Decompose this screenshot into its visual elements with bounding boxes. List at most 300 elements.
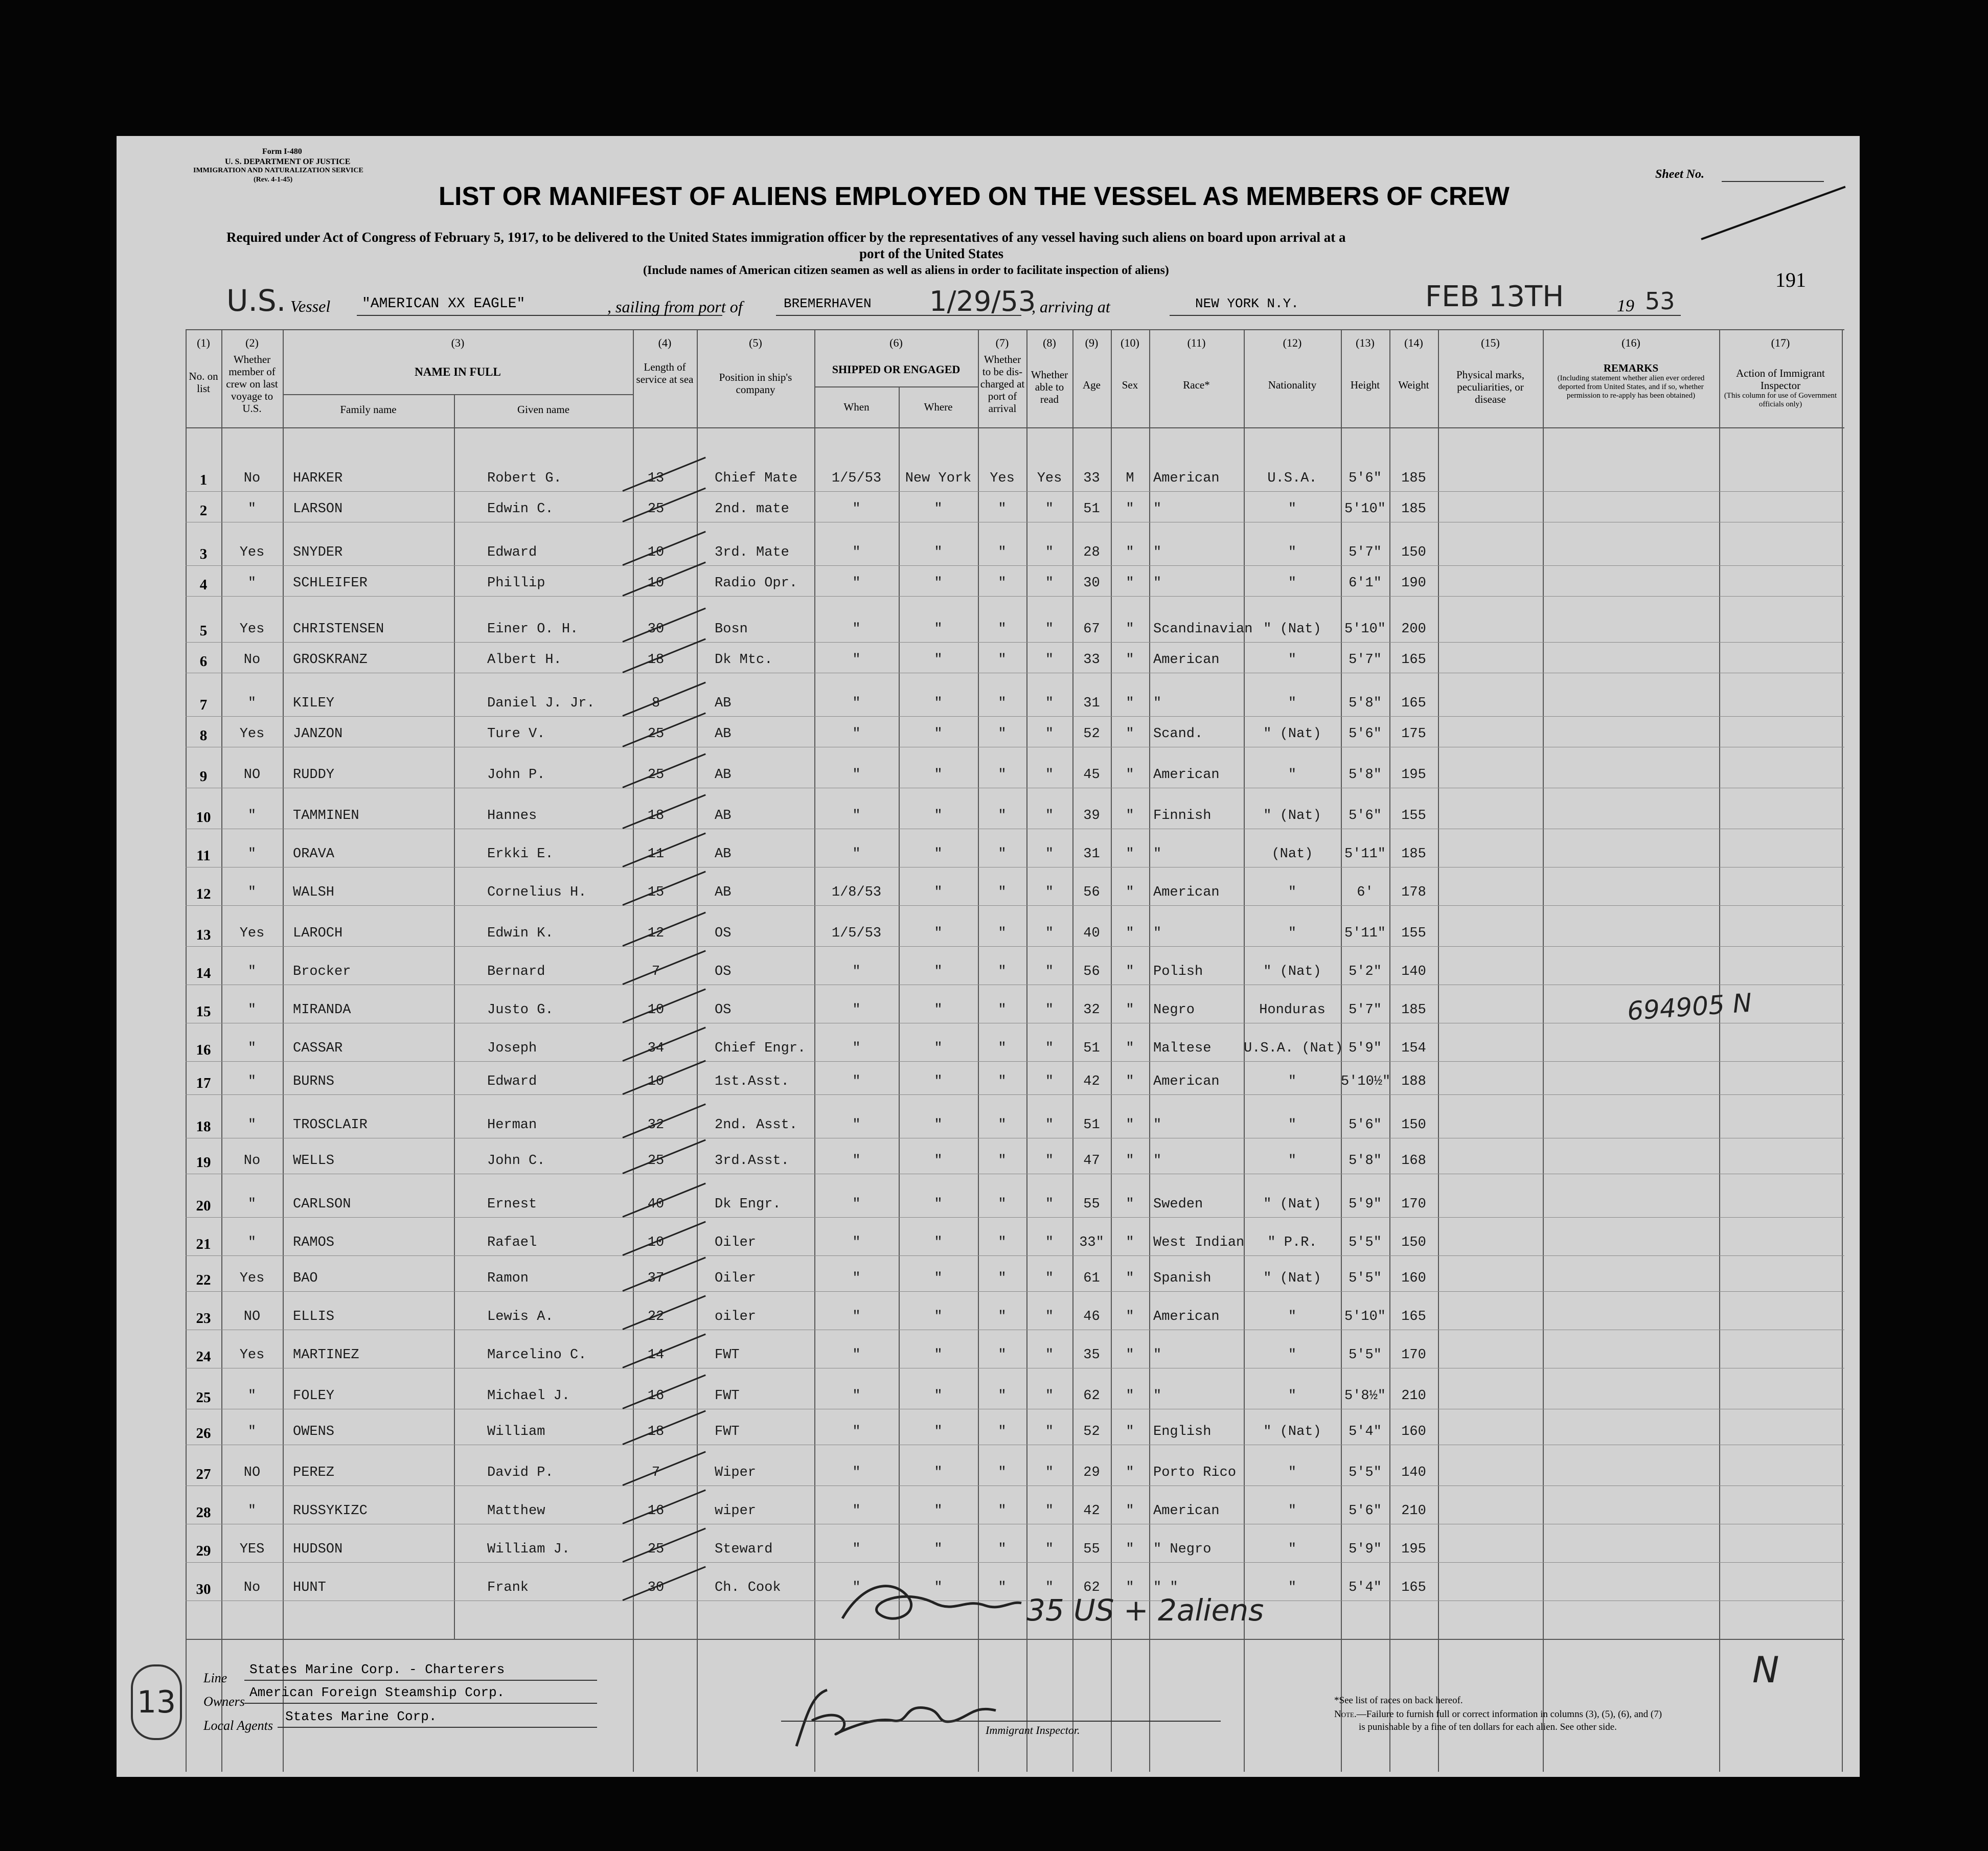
- cell-able-to-read: ": [1045, 767, 1054, 783]
- cell-last-voyage: Yes: [239, 926, 265, 941]
- col-header-remarks-note: (Including statement whether alien ever ordered deported from United States, and if so, whether permission to re-apply has been obtained): [1557, 374, 1705, 400]
- cell-given-name: Einer O. H.: [487, 622, 579, 637]
- arrival-underline: [1170, 315, 1681, 316]
- cell-nationality: ": [1288, 545, 1297, 560]
- cell-shipped-when: ": [852, 1074, 861, 1089]
- col-header-family-name: Family name: [340, 403, 397, 416]
- cell-sex: ": [1126, 964, 1134, 979]
- cell-height: 5'11": [1344, 847, 1386, 862]
- cell-age: 51: [1083, 1117, 1100, 1133]
- circled-number: 13: [131, 1664, 182, 1740]
- cell-last-voyage: Yes: [239, 545, 265, 560]
- year-prefix: 19: [1617, 296, 1634, 315]
- cell-row-number: 6: [199, 653, 208, 670]
- cell-discharged: ": [998, 576, 1007, 591]
- cell-age: 52: [1083, 1424, 1100, 1439]
- cell-weight: 188: [1401, 1074, 1426, 1089]
- col-header-action-note: (This column for use of Government officials only): [1724, 392, 1837, 408]
- cell-row-number: 14: [196, 965, 211, 981]
- cell-shipped-where: ": [934, 622, 943, 637]
- cell-able-to-read: ": [1045, 576, 1054, 591]
- cell-sex: ": [1126, 696, 1134, 711]
- cell-height: 6': [1357, 885, 1374, 900]
- inspector-signature: [781, 1685, 1026, 1751]
- cell-service-years: 25: [647, 501, 665, 517]
- cell-age: 30: [1083, 576, 1100, 591]
- cell-height: 5'6": [1349, 1503, 1382, 1519]
- cell-position: 2nd. Asst.: [715, 1117, 798, 1133]
- cell-row-number: 9: [199, 768, 208, 785]
- cell-last-voyage: Yes: [239, 622, 265, 637]
- cell-given-name: John C.: [487, 1153, 545, 1169]
- cell-able-to-read: ": [1045, 696, 1054, 711]
- cell-given-name: William J.: [487, 1542, 570, 1557]
- cell-last-voyage: ": [247, 847, 257, 862]
- cell-position: oiler: [715, 1309, 757, 1324]
- col-line: [1842, 329, 1843, 1772]
- cell-given-name: Frank: [487, 1580, 529, 1595]
- cell-position: Dk Mtc.: [715, 652, 773, 668]
- cell-row-number: 29: [196, 1543, 211, 1559]
- cell-race: American: [1153, 885, 1220, 900]
- cell-shipped-when: ": [852, 1503, 861, 1519]
- arriving-port: NEW YORK N.Y.: [1195, 296, 1299, 311]
- cell-able-to-read: ": [1045, 1388, 1054, 1404]
- cell-race: Negro: [1153, 1002, 1195, 1018]
- cell-family-name: ELLIS: [293, 1309, 335, 1324]
- cell-able-to-read: ": [1045, 1347, 1054, 1363]
- inspector-label: Immigrant Inspector.: [986, 1724, 1080, 1736]
- cell-height: 5'5": [1349, 1347, 1382, 1363]
- cell-last-voyage: ": [247, 696, 257, 711]
- cell-service-years: 8: [651, 696, 660, 711]
- cell-sex: ": [1126, 1197, 1134, 1212]
- cell-height: 5'4": [1349, 1580, 1382, 1595]
- cell-nationality: ": [1288, 1309, 1297, 1324]
- cell-family-name: CARLSON: [293, 1197, 351, 1212]
- cell-age: 52: [1083, 726, 1100, 742]
- cell-service-years: 10: [647, 545, 665, 560]
- cell-given-name: Robert G.: [487, 471, 562, 486]
- cell-family-name: BURNS: [293, 1074, 335, 1089]
- cell-discharged: ": [998, 545, 1007, 560]
- cell-family-name: PEREZ: [293, 1465, 335, 1480]
- col-header-position: Position in ship's company: [719, 371, 792, 396]
- cell-able-to-read: ": [1045, 501, 1054, 517]
- cell-shipped-when: ": [852, 1117, 861, 1133]
- cell-position: wiper: [715, 1503, 757, 1519]
- cell-shipped-where: ": [934, 1153, 943, 1169]
- cell-given-name: Edwin K.: [487, 926, 554, 941]
- cell-row-number: 5: [199, 623, 208, 639]
- cell-nationality: U.S.A.: [1267, 471, 1317, 486]
- cell-weight: 178: [1401, 885, 1426, 900]
- col-header-height: Height: [1350, 379, 1380, 391]
- cell-sex: ": [1126, 501, 1134, 517]
- cell-given-name: Edward: [487, 545, 537, 560]
- cell-height: 5'9": [1349, 1197, 1382, 1212]
- col-header-read: Whether able to read: [1031, 369, 1068, 405]
- cell-height: 5'10½": [1341, 1074, 1391, 1089]
- port-underline: [776, 315, 1021, 316]
- cell-service-years: 16: [647, 1388, 665, 1404]
- cell-row-number: 7: [199, 697, 208, 713]
- cell-discharged: ": [998, 926, 1007, 941]
- cell-age: 51: [1083, 501, 1100, 517]
- cell-sex: ": [1126, 1347, 1134, 1363]
- cell-age: 61: [1083, 1271, 1100, 1286]
- cell-sex: ": [1126, 545, 1134, 560]
- cell-race: ": [1153, 926, 1162, 941]
- cell-last-voyage: No: [243, 471, 261, 486]
- col-header-nationality: Nationality: [1268, 379, 1317, 391]
- cell-given-name: Hannes: [487, 808, 537, 824]
- cell-row-number: 1: [199, 472, 208, 488]
- cell-able-to-read: ": [1045, 1271, 1054, 1286]
- cell-shipped-where: ": [934, 501, 943, 517]
- cell-height: 5'7": [1349, 652, 1382, 668]
- cell-row-number: 20: [196, 1198, 211, 1214]
- cell-position: 3rd. Mate: [715, 545, 789, 560]
- cell-given-name: Michael J.: [487, 1388, 570, 1404]
- cell-nationality: ": [1288, 1388, 1297, 1404]
- cell-position: OS: [715, 964, 732, 979]
- cell-age: 29: [1083, 1465, 1100, 1480]
- cell-given-name: Rafael: [487, 1235, 537, 1250]
- cell-able-to-read: ": [1045, 1074, 1054, 1089]
- cell-shipped-when: ": [852, 1580, 861, 1595]
- remark-handwritten: 694905 N: [1626, 988, 1753, 1026]
- cell-age: 33": [1079, 1235, 1104, 1250]
- cell-weight: 170: [1401, 1347, 1426, 1363]
- cell-shipped-when: ": [852, 808, 861, 824]
- cell-nationality: " P.R.: [1267, 1235, 1317, 1250]
- cell-weight: 150: [1401, 545, 1426, 560]
- cell-weight: 190: [1401, 576, 1426, 591]
- cell-family-name: HARKER: [293, 471, 343, 486]
- cell-position: 2nd. mate: [715, 501, 789, 517]
- row-rule: [186, 1291, 1844, 1292]
- cell-given-name: Erkki E.: [487, 847, 554, 862]
- cell-family-name: TAMMINEN: [293, 808, 359, 824]
- cell-discharged: ": [998, 1424, 1007, 1439]
- cell-height: 5'9": [1349, 1041, 1382, 1056]
- cell-discharged: ": [998, 1235, 1007, 1250]
- cell-height: 5'8": [1349, 1153, 1382, 1169]
- cell-given-name: Albert H.: [487, 652, 562, 668]
- cell-age: 46: [1083, 1309, 1100, 1324]
- cell-given-name: Marcelino C.: [487, 1347, 587, 1363]
- cell-able-to-read: ": [1045, 808, 1054, 824]
- cell-weight: 210: [1401, 1503, 1426, 1519]
- cell-family-name: SNYDER: [293, 545, 343, 560]
- cell-position: AB: [715, 885, 732, 900]
- cell-row-number: 2: [199, 502, 208, 519]
- cell-sex: ": [1126, 767, 1134, 783]
- cell-service-years: 25: [647, 726, 665, 742]
- cell-height: 5'8½": [1344, 1388, 1386, 1404]
- cell-shipped-when: ": [852, 622, 861, 637]
- row-rule: [186, 1217, 1844, 1218]
- line-label: Line: [203, 1671, 227, 1685]
- col-number: (10): [1121, 336, 1139, 349]
- col-header-when: When: [843, 401, 870, 413]
- cell-family-name: ORAVA: [293, 847, 335, 862]
- cell-age: 39: [1083, 808, 1100, 824]
- col-header-age: Age: [1083, 379, 1101, 391]
- cell-position: FWT: [715, 1388, 740, 1404]
- col-header-action: Action of Immigrant Inspector: [1736, 367, 1825, 392]
- cell-nationality: ": [1288, 1074, 1297, 1089]
- col-header-name: NAME IN FULL: [415, 365, 501, 378]
- col-number: (7): [995, 336, 1009, 349]
- cell-last-voyage: ": [247, 1235, 257, 1250]
- cell-shipped-when: ": [852, 1309, 861, 1324]
- form-subtitle: Required under Act of Congress of February 5, 1917, to be delivered to the United States immigration officer by the representatives of any vessel having such aliens on board upon arrival at a: [226, 230, 1346, 245]
- cell-family-name: RAMOS: [293, 1235, 335, 1250]
- cell-row-number: 15: [196, 1003, 211, 1020]
- cell-last-voyage: ": [247, 808, 257, 824]
- cell-discharged: ": [998, 964, 1007, 979]
- cell-discharged: ": [998, 1002, 1007, 1018]
- row-rule: [186, 1562, 1844, 1563]
- cell-race: Scand.: [1153, 726, 1203, 742]
- cell-given-name: John P.: [487, 767, 545, 783]
- cell-position: 1st.Asst.: [715, 1074, 789, 1089]
- cell-shipped-where: ": [934, 1235, 943, 1250]
- col-number: (8): [1043, 336, 1056, 349]
- cell-shipped-where: ": [934, 926, 943, 941]
- cell-position: AB: [715, 847, 732, 862]
- cell-service-years: 34: [647, 1041, 665, 1056]
- cell-age: 47: [1083, 1153, 1100, 1169]
- cell-height: 5'5": [1349, 1465, 1382, 1480]
- cell-shipped-when: ": [852, 576, 861, 591]
- cell-shipped-when: ": [852, 1041, 861, 1056]
- cell-sex: ": [1126, 622, 1134, 637]
- note-label: Note.: [1334, 1709, 1357, 1720]
- cell-shipped-where: ": [934, 1542, 943, 1557]
- form-number: Form I-480: [262, 147, 302, 156]
- cell-service-years: 10: [647, 1235, 665, 1250]
- cell-family-name: MARTINEZ: [293, 1347, 359, 1363]
- cell-nationality: " (Nat): [1263, 1424, 1321, 1439]
- cell-shipped-where: ": [934, 1271, 943, 1286]
- cell-race: ": [1153, 1153, 1162, 1169]
- cell-service-years: 10: [647, 1074, 665, 1089]
- cell-family-name: RUSSYKIZC: [293, 1503, 368, 1519]
- sailing-port: BREMERHAVEN: [784, 296, 872, 311]
- checkmark-stroke: [1701, 186, 1845, 240]
- cell-weight: 150: [1401, 1117, 1426, 1133]
- cell-weight: 155: [1401, 808, 1426, 824]
- cell-sex: ": [1126, 847, 1134, 862]
- cell-height: 5'6": [1349, 726, 1382, 742]
- cell-able-to-read: ": [1045, 847, 1054, 862]
- cell-shipped-where: ": [934, 1117, 943, 1133]
- sailing-date: 1/29/53: [929, 285, 1036, 317]
- cell-position: AB: [715, 696, 732, 711]
- cell-service-years: 22: [647, 1309, 665, 1324]
- cell-sex: ": [1126, 1424, 1134, 1439]
- vessel-name: "AMERICAN XX EAGLE": [362, 296, 525, 312]
- cell-shipped-when: ": [852, 1388, 861, 1404]
- cell-weight: 165: [1401, 696, 1426, 711]
- cell-shipped-when: ": [852, 1002, 861, 1018]
- cell-service-years: 25: [647, 1542, 665, 1557]
- cell-given-name: Edwin C.: [487, 501, 554, 517]
- cell-service-years: 25: [647, 767, 665, 783]
- cell-weight: 195: [1401, 1542, 1426, 1557]
- corner-mark: N: [1752, 1649, 1779, 1691]
- owners-label: Owners: [203, 1694, 245, 1709]
- sheet-number-label: Sheet No.: [1655, 168, 1704, 181]
- col-line: [1543, 329, 1544, 1772]
- cell-sex: ": [1126, 576, 1134, 591]
- cell-shipped-when: ": [852, 1542, 861, 1557]
- cell-shipped-where: ": [934, 767, 943, 783]
- cell-service-years: 30: [647, 622, 665, 637]
- summary-handwritten: 35 US + 2aliens: [1026, 1593, 1264, 1628]
- cell-height: 5'6": [1349, 808, 1382, 824]
- cell-nationality: ": [1288, 696, 1297, 711]
- cell-race: West Indian: [1153, 1235, 1245, 1250]
- cell-shipped-where: ": [934, 1465, 943, 1480]
- cell-shipped-where: New York: [905, 471, 972, 486]
- cell-row-number: 3: [199, 546, 208, 562]
- cell-able-to-read: ": [1045, 964, 1054, 979]
- cell-shipped-when: ": [852, 767, 861, 783]
- cell-able-to-read: ": [1045, 1041, 1054, 1056]
- cell-nationality: ": [1288, 1465, 1297, 1480]
- cell-shipped-where: ": [934, 1002, 943, 1018]
- cell-last-voyage: ": [247, 1117, 257, 1133]
- cell-weight: 155: [1401, 926, 1426, 941]
- cell-last-voyage: YES: [239, 1542, 265, 1557]
- cell-weight: 154: [1401, 1041, 1426, 1056]
- cell-family-name: GROSKRANZ: [293, 652, 368, 668]
- cell-row-number: 23: [196, 1310, 211, 1327]
- cell-height: 5'6": [1349, 471, 1382, 486]
- row-rule: [186, 946, 1844, 947]
- cell-service-years: 15: [647, 885, 665, 900]
- cell-race: Porto Rico: [1153, 1465, 1237, 1480]
- cell-discharged: Yes: [990, 471, 1015, 486]
- cell-shipped-when: ": [852, 1271, 861, 1286]
- cell-position: AB: [715, 808, 732, 824]
- cell-service-years: 16: [647, 1503, 665, 1519]
- cell-shipped-where: ": [934, 964, 943, 979]
- cell-able-to-read: ": [1045, 1235, 1054, 1250]
- cell-service-years: 14: [647, 1347, 665, 1363]
- cell-shipped-when: ": [852, 652, 861, 668]
- cell-race: " Negro: [1153, 1542, 1212, 1557]
- cell-row-number: 16: [196, 1042, 211, 1058]
- cell-height: 5'2": [1349, 964, 1382, 979]
- cell-family-name: LARSON: [293, 501, 343, 517]
- col-number: (3): [451, 336, 465, 349]
- cell-last-voyage: NO: [243, 767, 261, 783]
- cell-shipped-where: ": [934, 1424, 943, 1439]
- cell-shipped-where: ": [934, 1309, 943, 1324]
- cell-row-number: 12: [196, 886, 211, 902]
- cell-discharged: ": [998, 1309, 1007, 1324]
- row-rule: [186, 1255, 1844, 1256]
- cell-weight: 168: [1401, 1153, 1426, 1169]
- cell-shipped-when: ": [852, 726, 861, 742]
- col-line: [697, 329, 698, 1772]
- cell-row-number: 4: [199, 577, 208, 593]
- col-header-where: Where: [924, 401, 953, 413]
- cell-race: Maltese: [1153, 1041, 1212, 1056]
- cell-last-voyage: ": [247, 885, 257, 900]
- cell-weight: 185: [1401, 1002, 1426, 1018]
- cell-age: 32: [1083, 1002, 1100, 1018]
- row-rule: [186, 905, 1844, 906]
- cell-race: American: [1153, 471, 1220, 486]
- signature-scribble: [832, 1578, 1026, 1634]
- cell-sex: M: [1126, 471, 1134, 486]
- service-name: IMMIGRATION AND NATURALIZATION SERVICE: [193, 167, 363, 174]
- cell-service-years: 10: [647, 1002, 665, 1018]
- cell-shipped-where: ": [934, 1197, 943, 1212]
- vessel-label: Vessel: [290, 297, 331, 315]
- cell-race: ": [1153, 501, 1162, 517]
- cell-given-name: Joseph: [487, 1041, 537, 1056]
- cell-height: 6'1": [1349, 576, 1382, 591]
- col-header-shipped: SHIPPED OR ENGAGED: [832, 363, 961, 376]
- cell-weight: 185: [1401, 501, 1426, 517]
- cell-sex: ": [1126, 1388, 1134, 1404]
- cell-service-years: 25: [647, 1153, 665, 1169]
- cell-nationality: ": [1288, 1153, 1297, 1169]
- cell-sex: ": [1126, 1503, 1134, 1519]
- col-header-discharged: Whether to be dis-charged at port of arrival: [980, 353, 1025, 415]
- cell-weight: 150: [1401, 1235, 1426, 1250]
- cell-row-number: 11: [196, 848, 211, 864]
- cell-family-name: BAO: [293, 1271, 318, 1286]
- cell-nationality: ": [1288, 926, 1297, 941]
- cell-race: ": [1153, 847, 1162, 862]
- cell-discharged: ": [998, 726, 1007, 742]
- cell-discharged: ": [998, 885, 1007, 900]
- department-name: U. S. DEPARTMENT OF JUSTICE: [225, 157, 351, 166]
- cell-discharged: ": [998, 808, 1007, 824]
- cell-discharged: ": [998, 501, 1007, 517]
- cell-able-to-read: ": [1045, 726, 1054, 742]
- cell-position: Chief Engr.: [715, 1041, 806, 1056]
- cell-race: Polish: [1153, 964, 1203, 979]
- col-header-service: Length of service at sea: [636, 361, 694, 385]
- cell-sex: ": [1126, 1580, 1134, 1595]
- cell-race: American: [1153, 1309, 1220, 1324]
- cell-sex: ": [1126, 1002, 1134, 1018]
- cell-nationality: (Nat): [1271, 847, 1313, 862]
- year-suffix: 53: [1645, 287, 1675, 315]
- cell-discharged: ": [998, 847, 1007, 862]
- cell-discharged: ": [998, 652, 1007, 668]
- cell-nationality: ": [1288, 1580, 1297, 1595]
- cell-age: 31: [1083, 847, 1100, 862]
- cell-height: 5'10": [1344, 1309, 1386, 1324]
- cell-race: American: [1153, 1074, 1220, 1089]
- cell-discharged: ": [998, 1388, 1007, 1404]
- cell-shipped-when: ": [852, 964, 861, 979]
- cell-shipped-when: ": [852, 1465, 861, 1480]
- cell-row-number: 19: [196, 1154, 211, 1171]
- cell-service-years: 40: [647, 1197, 665, 1212]
- cell-sex: ": [1126, 808, 1134, 824]
